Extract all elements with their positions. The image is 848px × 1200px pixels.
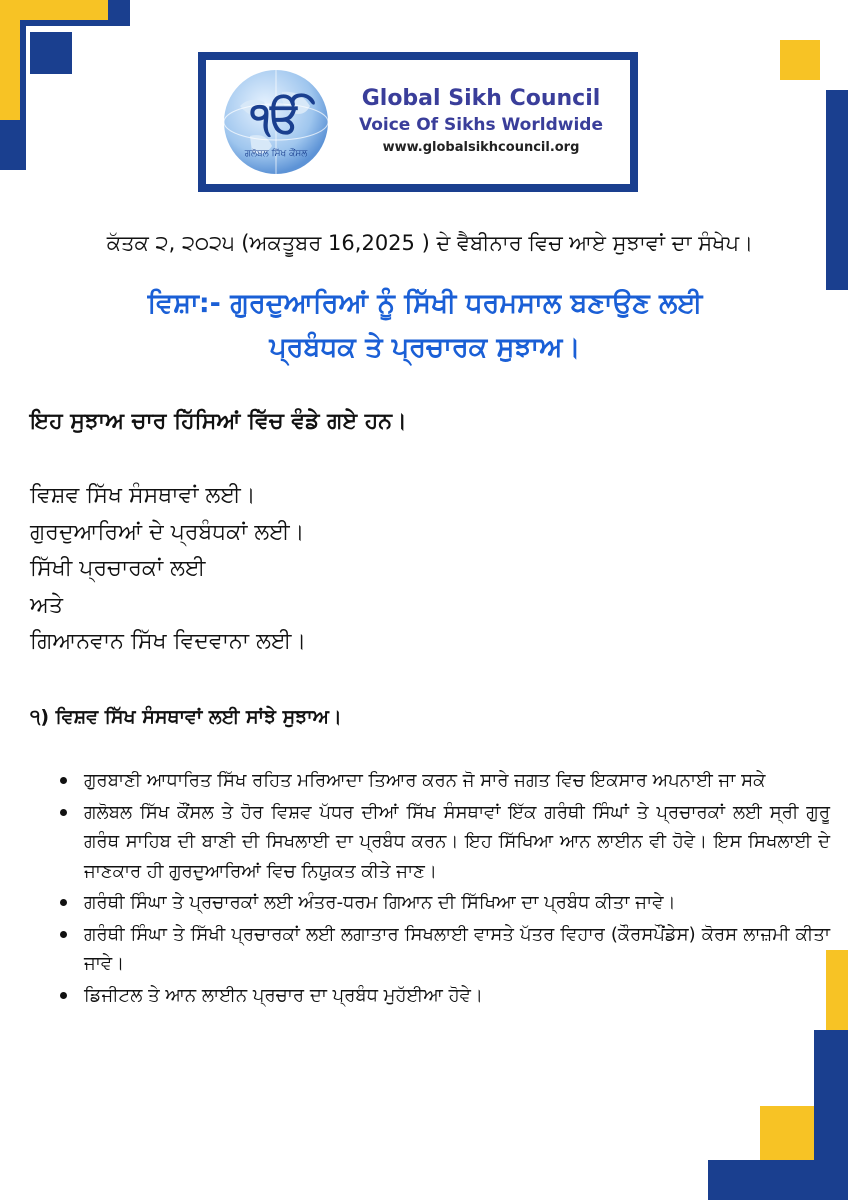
bullet-item xyxy=(58,920,830,979)
bullet-text: ਗੁਰਬਾਣੀ ਆਧਾਰਿਤ ਸਿੱਖ ਰਹਿਤ ਮਰਿਆਦਾ ਤਿਆਰ ਕਰਨ ਜੋ ਸਾਰੇ ਜਗਤ ਵਿਚ ਇਕਸਾਰ ਅਪਨਾਈ ਜਾ ਸਕੇ xyxy=(84,770,766,791)
globe-logo-icon xyxy=(220,66,332,178)
bullet-dot-icon xyxy=(60,992,67,999)
corner-decoration-blue xyxy=(814,1030,848,1200)
banner-text xyxy=(342,85,630,159)
section-1-heading: ੧) ਵਿਸ਼ਵ ਸਿੱਖ ਸੰਸਥਾਵਾਂ ਲਈ ਸਾਂਝੇ ਸੁਝਾਅ। xyxy=(30,706,342,728)
bullet-text: ਗਲੋਬਲ ਸਿੱਖ ਕੌਂਸਲ ਤੇ ਹੋਰ ਵਿਸ਼ਵ ਪੱਧਰ ਦੀਆਂ ਸਿੱਖ ਸੰਸਥਾਵਾਂ ਇੱਕ ਗਰੰਥੀ ਸਿੰਘਾਂ ਤੇ ਪ੍ਰਚਾਰਕਾਂ ਲਈ ਸ੍ਰੀ ਗੁਰੂ ਗਰੰਥ ਸਾਹਿਬ ਦੀ ਬਾਣੀ ਦੀ ਸਿਖਲਾਈ ਦਾ ਪ੍ਰਬੰਧ ਕਰਨ। ਇਹ ਸਿੱਖਿਆ ਆਨ ਲਾਈਨ ਵੀ ਹੋਵੇ। ਇਸ ਸਿਖਲਾਈ ਦੇ ਜਾਣਕਾਰ ਹੀ ਗੁਰਦੁਆਰਿਆਂ ਵਿਚ ਨਿਯੁਕਤ ਕੀਤੇ ਜਾਣ। xyxy=(84,801,830,882)
bullet-dot-icon xyxy=(60,931,67,938)
subject-line-1: ਵਿਸ਼ਾ:- ਗੁਰਦੁਆਰਿਆਂ ਨੂੰ ਸਿੱਖੀ ਧਰਮਸਾਲ ਬਣਾਉਣ ਲਈ xyxy=(147,288,703,319)
org-name: Global Sikh Council xyxy=(361,86,601,111)
subject-line-2: ਪ੍ਰਬੰਧਕ ਤੇ ਪ੍ਰਚਾਰਕ ਸੁਝਾਅ। xyxy=(269,332,581,363)
bullet-text: ਗਰੰਥੀ ਸਿੰਘਾ ਤੇ ਸਿੱਖੀ ਪ੍ਰਚਾਰਕਾਂ ਲਈ ਲਗਾਤਾਰ ਸਿਖਲਾਈ ਵਾਸਤੇ ਪੱਤਰ ਵਿਹਾਰ (ਕੌਰਸਪੌਂਡੇਸ) ਕੋਰਸ ਲਾਜ਼ਮੀ ਕੀਤਾ ਜਾਵੇ। xyxy=(84,923,830,974)
part-item: ਗਿਆਨਵਾਨ ਸਿੱਖ ਵਿਦਵਾਨਾ ਲਈ। xyxy=(30,629,307,654)
header-banner xyxy=(198,52,638,192)
ik-onkar-symbol: ੴ xyxy=(250,93,302,142)
subject-heading xyxy=(40,282,810,370)
intro-text: ਇਹ ਸੁਝਾਅ ਚਾਰ ਹਿੱਸਿਆਂ ਵਿੱਚ ਵੰਡੇ ਗਏ ਹਨ। xyxy=(30,409,407,434)
corner-square-yellow xyxy=(780,40,820,80)
date-line: ਕੱਤਕ ੨, ੨੦੨੫ (ਅਕਤੂਬਰ 16,2025 ) ਦੇ ਵੈਬੀਨਾਰ ਵਿਚ ਆਏ ਸੁਝਾਵਾਂ ਦਾ ਸੰਖੇਪ। xyxy=(106,231,754,255)
org-tagline: Voice Of Sikhs Worldwide xyxy=(359,115,603,135)
bullet-text: ਗਰੰਥੀ ਸਿੰਘਾ ਤੇ ਪ੍ਰਚਾਰਕਾਂ ਲਈ ਅੰਤਰ-ਧਰਮ ਗਿਆਨ ਦੀ ਸਿੱਖਿਆ ਦਾ ਪ੍ਰਬੰਧ ਕੀਤਾ ਜਾਵੇ। xyxy=(84,892,676,913)
corner-square-yellow xyxy=(760,1106,814,1160)
bullet-dot-icon xyxy=(60,809,67,816)
corner-square-blue xyxy=(30,32,72,74)
side-bar-blue xyxy=(826,90,848,290)
bullet-text: ਡਿਜੀਟਲ ਤੇ ਆਨ ਲਾਈਨ ਪ੍ਰਚਾਰ ਦਾ ਪ੍ਰਬੰਧ ਮੁਹੱਈਆ ਹੋਵੇ। xyxy=(84,984,484,1006)
corner-decoration-yellow xyxy=(0,0,20,120)
bullet-item xyxy=(58,766,830,796)
logo-caption: ਗਲੋਬਲ ਸਿੱਖ ਕੌਂਸਲ xyxy=(244,149,308,159)
org-url: www.globalsikhcouncil.org xyxy=(382,140,580,155)
parts-list xyxy=(30,478,810,661)
part-item: ਵਿਸ਼ਵ ਸਿੱਖ ਸੰਸਥਾਵਾਂ ਲਈ। xyxy=(30,483,256,508)
bullet-item xyxy=(58,798,830,887)
bullet-dot-icon xyxy=(60,899,67,906)
bullet-dot-icon xyxy=(60,777,67,784)
part-item: ਸਿੱਖੀ ਪ੍ਰਚਾਰਕਾਂ ਲਈ xyxy=(30,556,206,581)
section-1-bullets xyxy=(58,766,830,1012)
bullet-item xyxy=(58,888,830,918)
part-item: ਗੁਰਦੁਆਰਿਆਂ ਦੇ ਪ੍ਰਬੰਧਕਾਂ ਲਈ। xyxy=(30,519,305,545)
part-item: ਅਤੇ xyxy=(30,592,64,618)
bullet-item xyxy=(58,981,830,1011)
